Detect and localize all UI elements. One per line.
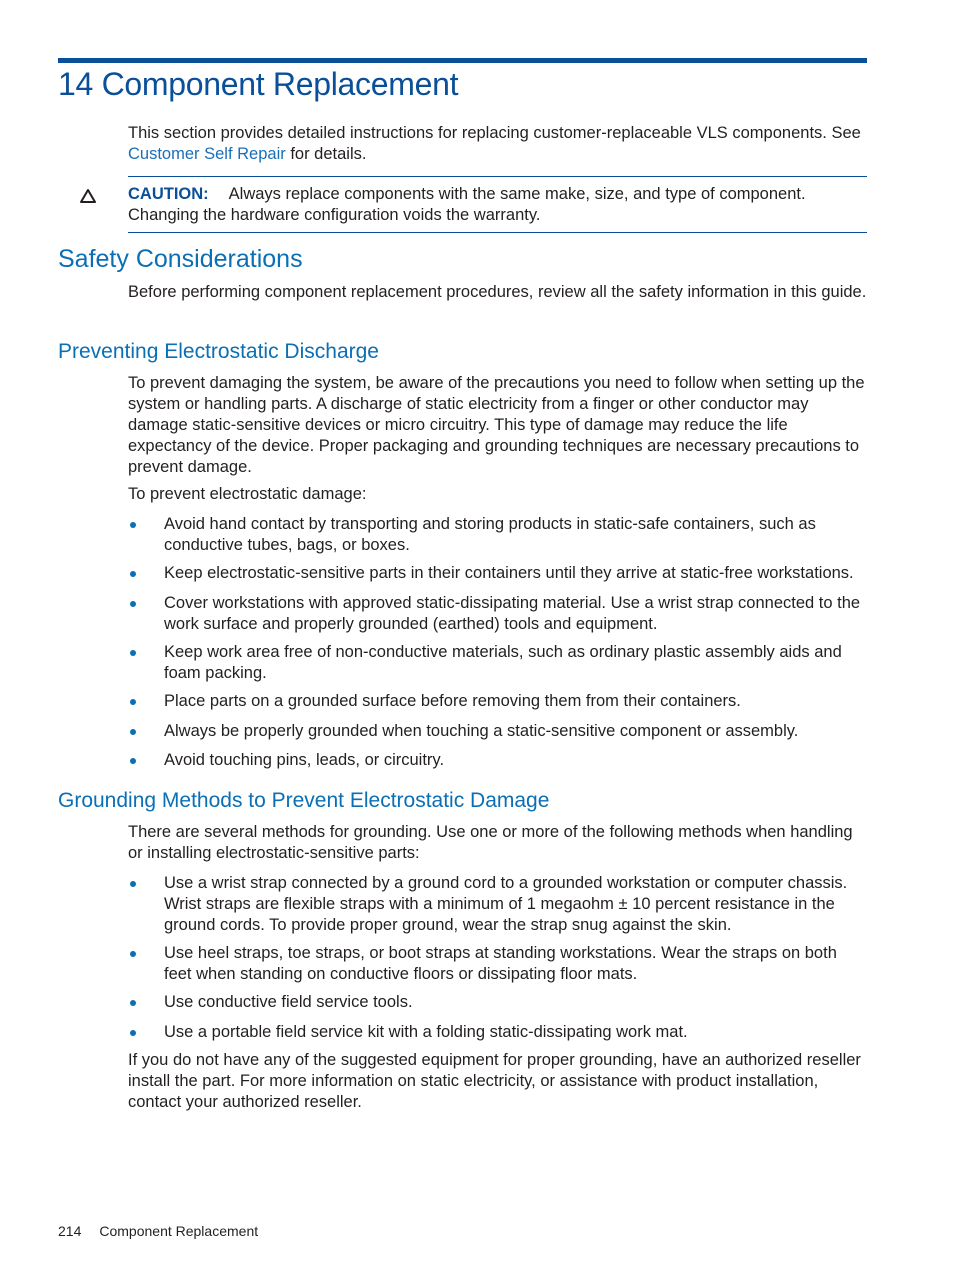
list-item-text: Avoid touching pins, leads, or circuitry. — [164, 751, 445, 769]
list-item-text: Use conductive field service tools. — [164, 993, 413, 1011]
list-item-text: Use a wrist strap connected by a ground cord to a grounded workstation or computer chassis. Wrist straps are flexible straps with a minimum of 1 megaohm ± 10 percent resistance in the ground cords. To provide proper ground, wear the strap snug against the skin. — [164, 874, 848, 934]
chapter-title: 14 Component Replacement — [58, 66, 459, 102]
bullet-icon — [130, 650, 136, 656]
grounding-heading: Grounding Methods to Prevent Electrostatic Damage — [58, 789, 550, 812]
safety-text: Before performing component replacement procedures, review all the safety information in this guide. — [128, 283, 867, 301]
list-item-text: Cover workstations with approved static-dissipating material. Use a wrist strap connected to the work surface and properly grounded (earthed) tools and equipment. — [164, 594, 861, 633]
chapter-intro — [128, 123, 868, 165]
safety-heading: Safety Considerations — [58, 245, 303, 273]
bullet-icon — [130, 699, 136, 705]
grounding-closing: If you do not have any of the suggested equipment for proper grounding, have an authorized reseller install the part. For more information on static electricity, or assistance with product installation, contact your authorized reseller. — [128, 1051, 861, 1111]
list-item-text: Keep work area free of non-conductive materials, such as ordinary plastic assembly aids and foam packing. — [164, 643, 842, 682]
bullet-icon — [130, 1000, 136, 1006]
bullet-icon — [130, 951, 136, 957]
list-item-text: Always be properly grounded when touching a static-sensitive component or assembly. — [164, 722, 799, 740]
caution-box — [128, 176, 867, 233]
intro-suffix: for details. — [285, 145, 367, 163]
list-item-text: Use heel straps, toe straps, or boot straps at standing workstations. Wear the straps on both feet when standing on conductive floors or dissipating floor mats. — [164, 944, 837, 983]
esd-text: To prevent damaging the system, be aware of the precautions you need to follow when setting up the system or handling parts. A discharge of static electricity from a finger or other conductor may damage static-sensitive devices or micro circuitry. This type of damage may reduce the life expectancy of the device. Proper packaging and grounding techniques are necessary precautions to prevent damage. — [128, 374, 865, 476]
caution-body: Always replace components with the same make, size, and type of component. Changing the hardware configuration voids the warranty. — [128, 185, 806, 224]
customer-self-repair-link[interactable]: Customer Self Repair — [128, 145, 286, 163]
esd-lead: To prevent electrostatic damage: — [128, 485, 367, 503]
page-number: 214 — [58, 1223, 82, 1239]
list-item-text: Avoid hand contact by transporting and storing products in static-safe containers, such as conductive tubes, bags, or boxes. — [164, 515, 816, 554]
bullet-icon — [130, 758, 136, 764]
bullet-icon — [130, 522, 136, 528]
footer-section: Component Replacement — [99, 1223, 259, 1239]
grounding-text: There are several methods for grounding. Use one or more of the following methods when handling or installing electrostatic-sensitive parts: — [128, 823, 853, 862]
list-item-text: Keep electrostatic-sensitive parts in their containers until they arrive at static-free workstations. — [164, 564, 854, 582]
bullet-icon — [130, 881, 136, 887]
page-footer — [58, 1223, 258, 1239]
bullet-icon — [130, 1030, 136, 1036]
caution-text — [128, 184, 867, 226]
chapter-top-rule — [58, 58, 867, 63]
caution-label: CAUTION: — [128, 185, 209, 203]
intro-text: This section provides detailed instructions for replacing customer-replaceable VLS components. See — [128, 124, 861, 142]
list-item-text: Use a portable field service kit with a folding static-dissipating work mat. — [164, 1023, 688, 1041]
bullet-icon — [130, 601, 136, 607]
list-item-text: Place parts on a grounded surface before removing them from their containers. — [164, 692, 741, 710]
bullet-icon — [130, 729, 136, 735]
bullet-icon — [130, 571, 136, 577]
warning-triangle-icon — [80, 188, 96, 204]
esd-heading: Preventing Electrostatic Discharge — [58, 340, 379, 363]
